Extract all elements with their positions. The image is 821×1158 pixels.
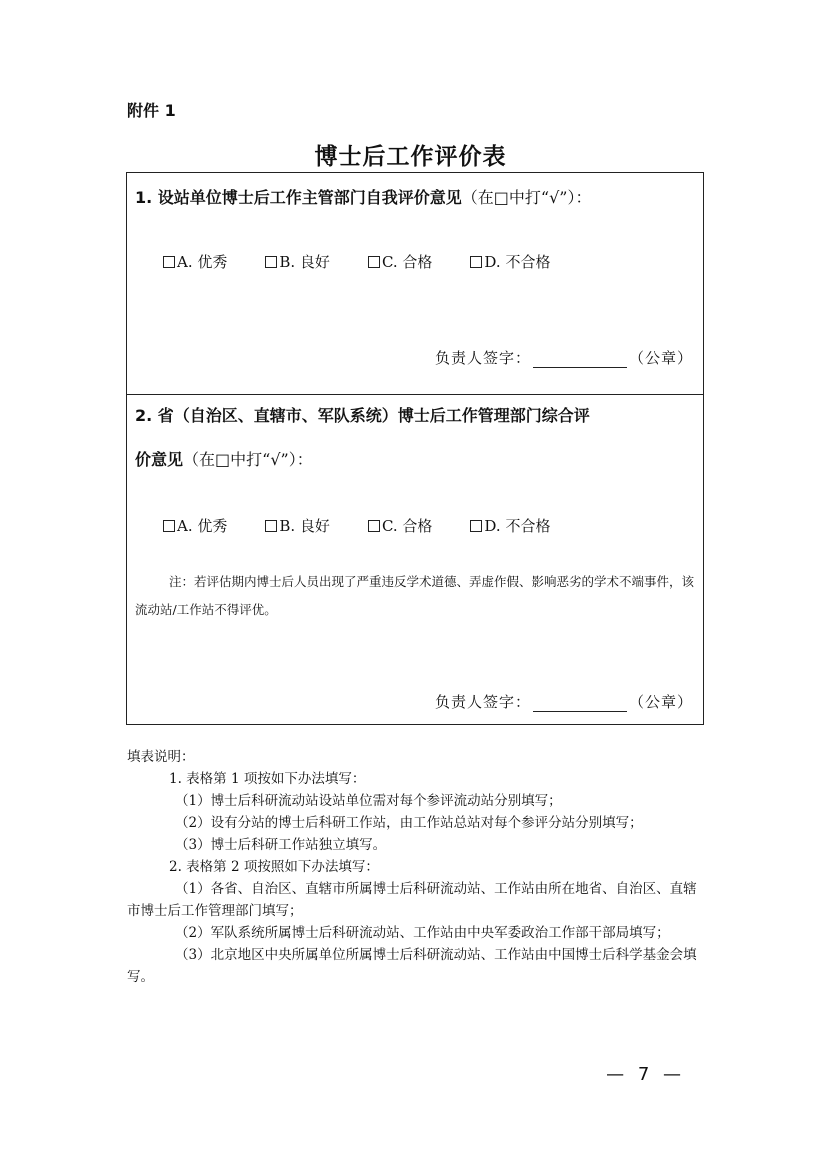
section2-signature (435, 691, 693, 712)
instruction-item-1-3: （3）博士后科研工作站独立填写。 (175, 837, 387, 853)
evaluation-table (126, 172, 704, 725)
signature-line[interactable] (533, 697, 627, 712)
option-excellent[interactable]: A. 优秀 (163, 515, 227, 536)
section2-heading-line2 (135, 439, 697, 481)
section1-heading-main: 1. 设站单位博士后工作主管部门自我评价意见 (135, 188, 462, 207)
checkbox[interactable] (265, 256, 277, 268)
checkbox[interactable] (368, 520, 380, 532)
self-evaluation-section (127, 173, 703, 395)
signature-line[interactable] (533, 353, 627, 368)
instruction-item-2-2: （2）军队系统所属博士后科研流动站、工作站由中央军委政治工作部干部局填写； (175, 925, 670, 941)
attachment-label: 附件 1 (127, 101, 176, 120)
signature-label: 负责人签字： (434, 693, 531, 711)
instruction-item-2: 2. 表格第 2 项按照如下办法填写： (169, 859, 379, 875)
instruction-item-2-1: （1）各省、自治区、直辖市所属博士后科研流动站、工作站由所在地省、自治区、直辖市博士后工作管理部门填写； (127, 881, 697, 919)
seal-label: （公章） (628, 349, 693, 367)
option-qualified[interactable]: C. 合格 (368, 251, 432, 272)
option-excellent[interactable]: A. 优秀 (163, 251, 227, 272)
instructions-heading: 填表说明： (127, 749, 195, 765)
option-qualified[interactable]: C. 合格 (368, 515, 432, 536)
checkbox[interactable] (368, 256, 380, 268)
misconduct-note: 注：若评估期内博士后人员出现了严重违反学术道德、弄虚作假、影响恶劣的学术不端事件，该流动站/工作站不得评优。 (135, 574, 695, 617)
option-unqualified[interactable]: D. 不合格 (470, 515, 550, 536)
section1-heading (135, 177, 697, 219)
section1-options (163, 251, 588, 272)
instruction-item-1-1: （1）博士后科研流动站设站单位需对每个参评流动站分别填写； (175, 793, 562, 809)
option-good[interactable]: B. 良好 (265, 515, 330, 536)
section2-options (163, 515, 588, 536)
comprehensive-evaluation-section (127, 395, 703, 726)
section2-heading-main: 价意见 (135, 450, 184, 469)
checkbox[interactable] (163, 520, 175, 532)
signature-label: 负责人签字： (434, 349, 531, 367)
option-good[interactable]: B. 良好 (265, 251, 330, 272)
checkbox[interactable] (163, 256, 175, 268)
checkbox[interactable] (470, 256, 482, 268)
section1-signature (435, 347, 693, 368)
option-unqualified[interactable]: D. 不合格 (470, 251, 550, 272)
section2-heading-line1: 2. 省（自治区、直辖市、军队系统）博士后工作管理部门综合评 (135, 406, 590, 425)
section2-heading-instruction: （在□中打“√”）： (183, 450, 313, 469)
instruction-item-1-2: （2）设有分站的博士后科研工作站，由工作站总站对每个参评分站分别填写； (175, 815, 643, 831)
checkbox[interactable] (265, 520, 277, 532)
instruction-item-2-3: （3）北京地区中央所属单位所属博士后科研流动站、工作站由中国博士后科学基金会填写。 (127, 947, 697, 985)
seal-label: （公章） (628, 693, 693, 711)
checkbox[interactable] (470, 520, 482, 532)
instruction-item-1: 1. 表格第 1 项按如下办法填写： (169, 771, 366, 787)
filling-instructions (127, 746, 701, 988)
section1-heading-instruction: （在□中打“√”）： (461, 188, 592, 207)
page-number: — 7 — (606, 1064, 685, 1085)
form-title: 博士后工作评价表 (314, 144, 507, 170)
